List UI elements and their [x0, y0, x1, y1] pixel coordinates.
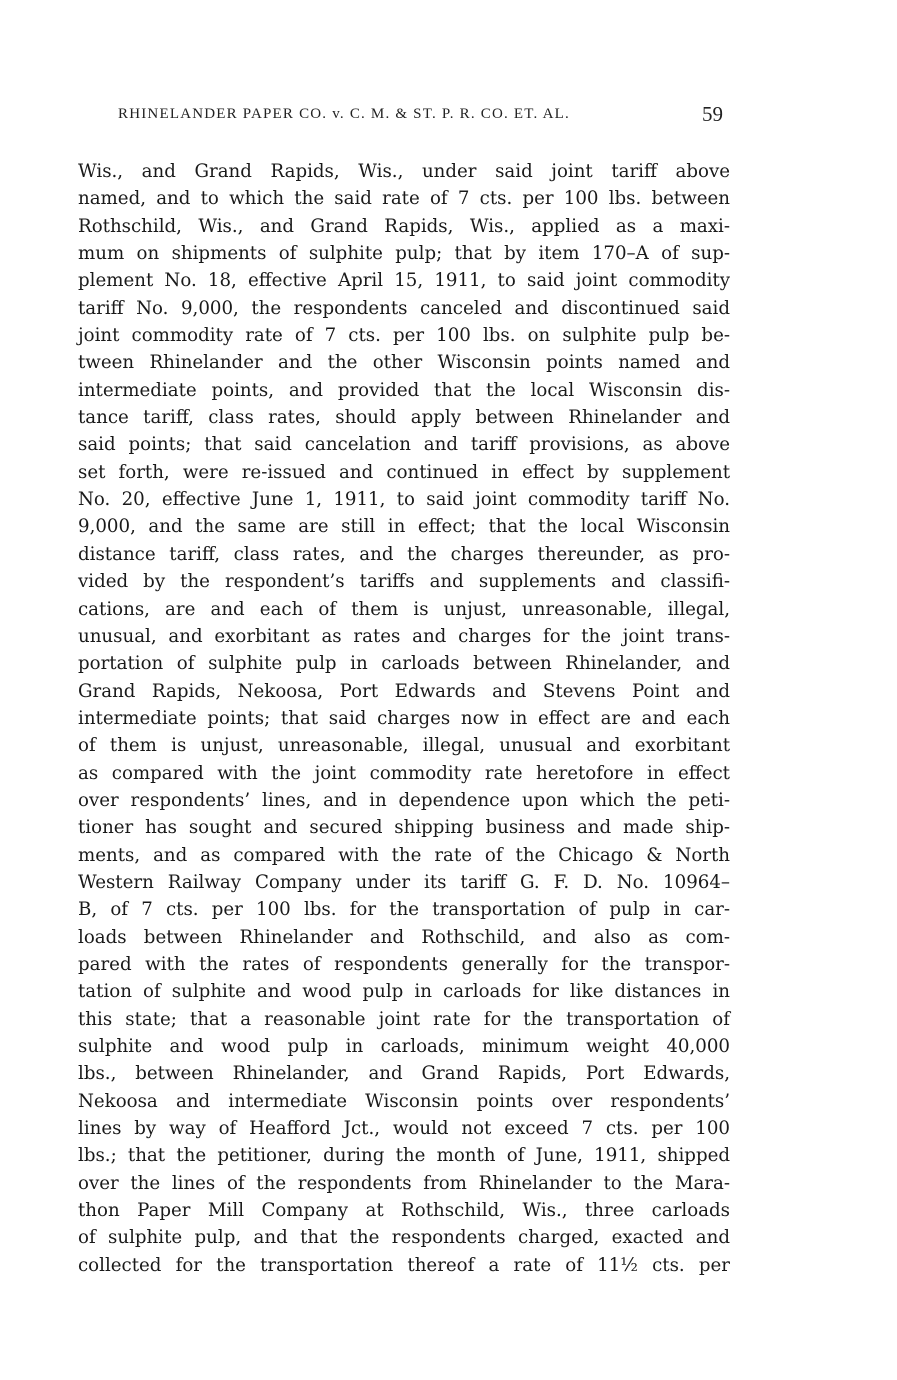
text-line: said points; that said cancelation and tariff provisions, as above [78, 434, 730, 456]
text-line: as compared with the joint commodity rate heretofore in effect [78, 762, 730, 784]
text-line: over the lines of the respondents from Rhinelander to the Mara- [78, 1172, 730, 1194]
text-line: 9,000, and the same are still in effect; that the local Wisconsin [78, 516, 730, 538]
text-line: cations, are and each of them is unjust, unreasonable, illegal, [78, 598, 730, 620]
text-line: lbs., between Rhinelander, and Grand Rapids, Port Edwards, [78, 1063, 730, 1085]
text-line: plement No. 18, effective April 15, 1911, to said joint commodity [78, 270, 730, 292]
text-line: vided by the respondent’s tariffs and supplements and classifi- [78, 571, 730, 593]
text-line: lbs.; that the petitioner, during the month of June, 1911, shipped [78, 1145, 730, 1167]
text-line: set forth, were re-issued and continued in effect by supplement [78, 461, 730, 483]
text-line: loads between Rhinelander and Rothschild, and also as com- [78, 926, 730, 948]
text-line: thon Paper Mill Company at Rothschild, Wis., three carloads [78, 1200, 730, 1222]
text-line: of sulphite pulp, and that the respondents charged, exacted and [78, 1227, 730, 1249]
text-line: intermediate points, and provided that the local Wisconsin dis- [78, 379, 730, 401]
text-line: over respondents’ lines, and in dependence upon which the peti- [78, 789, 730, 811]
text-line: Western Railway Company under its tariff G. F. D. No. 10964– [78, 871, 730, 893]
text-line: ments, and as compared with the rate of the Chicago & North [78, 844, 730, 866]
text-line: collected for the transportation thereof a rate of 11½ cts. per [78, 1254, 730, 1276]
text-line: intermediate points; that said charges now in effect are and each [78, 707, 730, 729]
running-head: RHINELANDER PAPER CO. v. C. M. & ST. P. R. CO. ET. AL. [118, 106, 570, 122]
page-number: 59 [702, 102, 723, 126]
text-line: tation of sulphite and wood pulp in carloads for like distances in [78, 981, 730, 1003]
text-line: this state; that a reasonable joint rate for the transportation of [78, 1008, 730, 1030]
text-line: unusual, and exorbitant as rates and charges for the joint trans- [78, 625, 730, 647]
text-line: named, and to which the said rate of 7 cts. per 100 lbs. between [78, 188, 730, 210]
body-text [78, 158, 730, 1279]
text-line: sulphite and wood pulp in carloads, minimum weight 40,000 [78, 1036, 730, 1057]
text-line: Grand Rapids, Nekoosa, Port Edwards and Stevens Point and [78, 680, 730, 702]
text-line: B, of 7 cts. per 100 lbs. for the transportation of pulp in car- [78, 899, 730, 921]
text-line: of them is unjust, unreasonable, illegal, unusual and exorbitant [78, 735, 730, 757]
text-line: tance tariff, class rates, should apply between Rhinelander and [78, 407, 730, 429]
text-line: Wis., and Grand Rapids, Wis., under said joint tariff above [78, 161, 730, 182]
text-line: Rothschild, Wis., and Grand Rapids, Wis., applied as a maxi- [78, 215, 730, 237]
text-line: joint commodity rate of 7 cts. per 100 lbs. on sulphite pulp be- [78, 325, 730, 347]
text-line: tioner has sought and secured shipping business and made ship- [78, 817, 730, 839]
text-line: pared with the rates of respondents generally for the transpor- [78, 953, 730, 975]
text-line: portation of sulphite pulp in carloads between Rhinelander, and [78, 653, 730, 675]
text-line: tariff No. 9,000, the respondents canceled and discontinued said [78, 297, 730, 319]
text-line: distance tariff, class rates, and the charges thereunder, as pro- [78, 543, 730, 565]
text-line: mum on shipments of sulphite pulp; that by item 170–A of sup- [78, 243, 730, 265]
text-line: lines by way of Heafford Jct., would not exceed 7 cts. per 100 [78, 1118, 730, 1140]
text-line: tween Rhinelander and the other Wisconsin points named and [78, 352, 730, 374]
text-line: Nekoosa and intermediate Wisconsin points over respondents’ [78, 1090, 730, 1112]
text-line: No. 20, effective June 1, 1911, to said joint commodity tariff No. [78, 489, 730, 511]
